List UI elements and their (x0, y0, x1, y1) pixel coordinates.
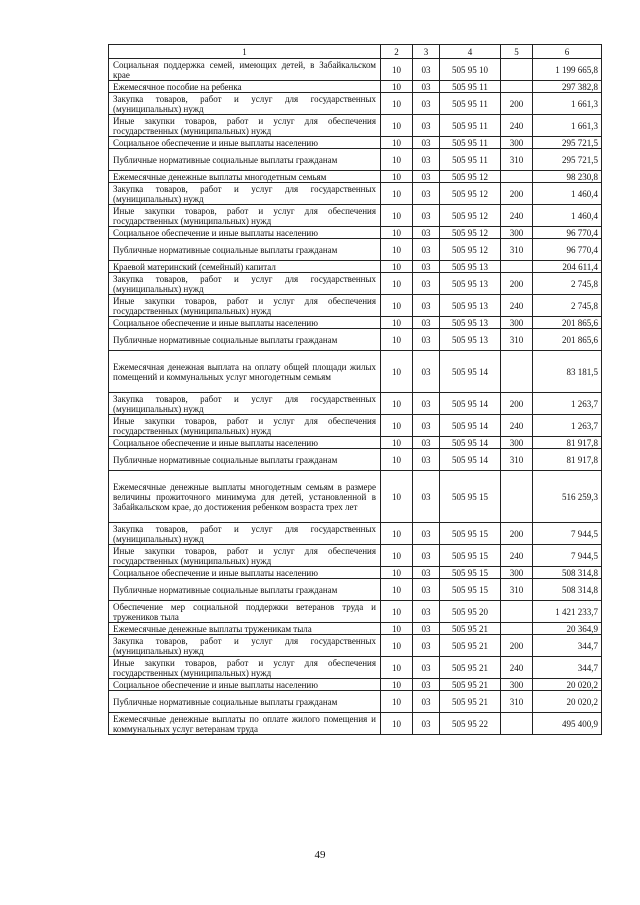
cell-section: 10 (381, 471, 413, 523)
cell-target-article: 505 95 12 (440, 239, 501, 261)
cell-expense-type: 200 (501, 393, 533, 415)
cell-section: 10 (381, 295, 413, 317)
cell-amount: 344,7 (533, 657, 602, 679)
cell-subsection: 03 (413, 261, 440, 273)
cell-section: 10 (381, 579, 413, 601)
col-header-name: 1 (109, 45, 381, 59)
cell-section: 10 (381, 115, 413, 137)
cell-name: Публичные нормативные социальные выплаты гражданам (109, 579, 381, 601)
cell-expense-type: 310 (501, 579, 533, 601)
cell-subsection: 03 (413, 227, 440, 239)
cell-name: Ежемесячное пособие на ребенка (109, 81, 381, 93)
cell-amount: 1 199 665,8 (533, 59, 602, 81)
cell-target-article: 505 95 12 (440, 171, 501, 183)
cell-target-article: 505 95 12 (440, 205, 501, 227)
cell-amount: 201 865,6 (533, 317, 602, 329)
cell-section: 10 (381, 449, 413, 471)
cell-subsection: 03 (413, 635, 440, 657)
cell-amount: 201 865,6 (533, 329, 602, 351)
cell-amount: 96 770,4 (533, 239, 602, 261)
table-row (109, 351, 602, 393)
cell-expense-type (501, 171, 533, 183)
cell-expense-type: 300 (501, 137, 533, 149)
cell-amount: 20 020,2 (533, 679, 602, 691)
cell-amount: 1 263,7 (533, 415, 602, 437)
cell-amount: 1 460,4 (533, 205, 602, 227)
cell-target-article: 505 95 14 (440, 437, 501, 449)
cell-expense-type: 240 (501, 295, 533, 317)
cell-section: 10 (381, 437, 413, 449)
cell-section: 10 (381, 183, 413, 205)
cell-name: Закупка товаров, работ и услуг для государственных (муниципальных) нужд (109, 635, 381, 657)
cell-name: Публичные нормативные социальные выплаты гражданам (109, 239, 381, 261)
cell-name: Иные закупки товаров, работ и услуг для обеспечения государственных (муниципальных) нужд (109, 657, 381, 679)
cell-amount: 7 944,5 (533, 545, 602, 567)
table-row (109, 273, 602, 295)
cell-section: 10 (381, 93, 413, 115)
cell-expense-type: 200 (501, 273, 533, 295)
col-header-expense-type: 5 (501, 45, 533, 59)
table-row (109, 635, 602, 657)
cell-expense-type (501, 81, 533, 93)
cell-name: Социальная поддержка семей, имеющих детей, в Забайкальском крае (109, 59, 381, 81)
cell-amount: 7 944,5 (533, 523, 602, 545)
cell-subsection: 03 (413, 239, 440, 261)
cell-section: 10 (381, 635, 413, 657)
cell-expense-type (501, 261, 533, 273)
cell-name: Краевой материнский (семейный) капитал (109, 261, 381, 273)
table-row (109, 227, 602, 239)
cell-section: 10 (381, 59, 413, 81)
table-row (109, 317, 602, 329)
cell-subsection: 03 (413, 137, 440, 149)
cell-expense-type: 240 (501, 415, 533, 437)
table-row (109, 93, 602, 115)
cell-target-article: 505 95 22 (440, 713, 501, 735)
cell-amount: 81 917,8 (533, 437, 602, 449)
cell-expense-type: 310 (501, 239, 533, 261)
table-row (109, 449, 602, 471)
cell-amount: 495 400,9 (533, 713, 602, 735)
page-number: 49 (314, 849, 326, 861)
cell-name: Социальное обеспечение и иные выплаты населению (109, 437, 381, 449)
cell-target-article: 505 95 11 (440, 93, 501, 115)
cell-subsection: 03 (413, 713, 440, 735)
table-row (109, 623, 602, 635)
cell-section: 10 (381, 713, 413, 735)
cell-section: 10 (381, 329, 413, 351)
table-row (109, 567, 602, 579)
cell-target-article: 505 95 15 (440, 545, 501, 567)
cell-name: Ежемесячные денежные выплаты многодетным семьям в размере величины прожиточного минимума для детей, установленной в Забайкальском крае, до достижения ребенком возраста трех лет (109, 471, 381, 523)
cell-amount: 1 661,3 (533, 93, 602, 115)
cell-amount: 81 917,8 (533, 449, 602, 471)
cell-target-article: 505 95 21 (440, 691, 501, 713)
col-header-subsection: 3 (413, 45, 440, 59)
cell-section: 10 (381, 171, 413, 183)
cell-section: 10 (381, 679, 413, 691)
cell-target-article: 505 95 14 (440, 393, 501, 415)
cell-name: Социальное обеспечение и иные выплаты населению (109, 227, 381, 239)
header-row (109, 45, 602, 59)
cell-amount: 1 263,7 (533, 393, 602, 415)
cell-target-article: 505 95 10 (440, 59, 501, 81)
table-row (109, 137, 602, 149)
cell-name: Ежемесячная денежная выплата на оплату общей площади жилых помещений и коммунальных услуг многодетным семьям (109, 351, 381, 393)
cell-name: Социальное обеспечение и иные выплаты населению (109, 567, 381, 579)
cell-subsection: 03 (413, 273, 440, 295)
cell-section: 10 (381, 261, 413, 273)
cell-target-article: 505 95 15 (440, 567, 501, 579)
cell-target-article: 505 95 13 (440, 329, 501, 351)
cell-section: 10 (381, 205, 413, 227)
cell-amount: 297 382,8 (533, 81, 602, 93)
cell-amount: 2 745,8 (533, 295, 602, 317)
cell-name: Иные закупки товаров, работ и услуг для обеспечения государственных (муниципальных) нужд (109, 205, 381, 227)
cell-subsection: 03 (413, 93, 440, 115)
cell-subsection: 03 (413, 351, 440, 393)
cell-amount: 508 314,8 (533, 579, 602, 601)
cell-subsection: 03 (413, 317, 440, 329)
table-row (109, 393, 602, 415)
table-row (109, 691, 602, 713)
cell-amount: 96 770,4 (533, 227, 602, 239)
cell-amount: 1 661,3 (533, 115, 602, 137)
cell-name: Социальное обеспечение и иные выплаты населению (109, 137, 381, 149)
table-row (109, 657, 602, 679)
cell-name: Публичные нормативные социальные выплаты гражданам (109, 449, 381, 471)
cell-section: 10 (381, 657, 413, 679)
cell-amount: 20 020,2 (533, 691, 602, 713)
cell-section: 10 (381, 691, 413, 713)
cell-subsection: 03 (413, 449, 440, 471)
cell-section: 10 (381, 601, 413, 623)
col-header-section: 2 (381, 45, 413, 59)
table-row (109, 437, 602, 449)
cell-target-article: 505 95 21 (440, 623, 501, 635)
table-row (109, 329, 602, 351)
budget-table (108, 44, 602, 735)
cell-expense-type: 300 (501, 317, 533, 329)
cell-amount: 1 421 233,7 (533, 601, 602, 623)
cell-subsection: 03 (413, 295, 440, 317)
cell-target-article: 505 95 13 (440, 295, 501, 317)
cell-expense-type: 240 (501, 545, 533, 567)
cell-section: 10 (381, 351, 413, 393)
cell-name: Публичные нормативные социальные выплаты гражданам (109, 329, 381, 351)
cell-expense-type: 310 (501, 449, 533, 471)
cell-section: 10 (381, 523, 413, 545)
cell-expense-type (501, 601, 533, 623)
table-row (109, 579, 602, 601)
cell-subsection: 03 (413, 415, 440, 437)
cell-expense-type: 240 (501, 657, 533, 679)
cell-section: 10 (381, 227, 413, 239)
cell-expense-type: 300 (501, 437, 533, 449)
cell-subsection: 03 (413, 545, 440, 567)
cell-target-article: 505 95 14 (440, 449, 501, 471)
cell-subsection: 03 (413, 601, 440, 623)
cell-amount: 83 181,5 (533, 351, 602, 393)
cell-subsection: 03 (413, 205, 440, 227)
cell-target-article: 505 95 14 (440, 351, 501, 393)
cell-subsection: 03 (413, 393, 440, 415)
cell-amount: 20 364,9 (533, 623, 602, 635)
cell-section: 10 (381, 623, 413, 635)
cell-section: 10 (381, 415, 413, 437)
cell-amount: 344,7 (533, 635, 602, 657)
cell-subsection: 03 (413, 691, 440, 713)
table-row (109, 261, 602, 273)
cell-name: Публичные нормативные социальные выплаты гражданам (109, 149, 381, 171)
cell-target-article: 505 95 12 (440, 227, 501, 239)
cell-name: Закупка товаров, работ и услуг для государственных (муниципальных) нужд (109, 183, 381, 205)
cell-name: Иные закупки товаров, работ и услуг для обеспечения государственных (муниципальных) нужд (109, 415, 381, 437)
cell-expense-type (501, 351, 533, 393)
cell-target-article: 505 95 11 (440, 115, 501, 137)
cell-name: Иные закупки товаров, работ и услуг для обеспечения государственных (муниципальных) нужд (109, 545, 381, 567)
cell-subsection: 03 (413, 183, 440, 205)
table-row (109, 81, 602, 93)
cell-section: 10 (381, 273, 413, 295)
cell-expense-type: 310 (501, 691, 533, 713)
cell-expense-type: 200 (501, 183, 533, 205)
cell-expense-type: 200 (501, 93, 533, 115)
table-row (109, 471, 602, 523)
cell-amount: 98 230,8 (533, 171, 602, 183)
cell-target-article: 505 95 13 (440, 261, 501, 273)
cell-target-article: 505 95 11 (440, 81, 501, 93)
cell-name: Обеспечение мер социальной поддержки ветеранов труда и тружеников тыла (109, 601, 381, 623)
cell-name: Закупка товаров, работ и услуг для государственных (муниципальных) нужд (109, 393, 381, 415)
cell-expense-type (501, 623, 533, 635)
cell-target-article: 505 95 14 (440, 415, 501, 437)
table-row (109, 183, 602, 205)
cell-subsection: 03 (413, 471, 440, 523)
cell-name: Ежемесячные денежные выплаты многодетным семьям (109, 171, 381, 183)
cell-amount: 2 745,8 (533, 273, 602, 295)
cell-expense-type (501, 59, 533, 81)
cell-section: 10 (381, 149, 413, 171)
cell-expense-type (501, 471, 533, 523)
cell-name: Ежемесячные денежные выплаты по оплате жилого помещения и коммунальных услуг ветеранам труда (109, 713, 381, 735)
cell-expense-type: 200 (501, 523, 533, 545)
cell-expense-type: 300 (501, 679, 533, 691)
cell-subsection: 03 (413, 115, 440, 137)
cell-subsection: 03 (413, 567, 440, 579)
cell-target-article: 505 95 20 (440, 601, 501, 623)
cell-target-article: 505 95 15 (440, 579, 501, 601)
table-row (109, 545, 602, 567)
table-row (109, 601, 602, 623)
cell-target-article: 505 95 15 (440, 471, 501, 523)
cell-expense-type: 310 (501, 329, 533, 351)
cell-amount: 204 611,4 (533, 261, 602, 273)
cell-amount: 516 259,3 (533, 471, 602, 523)
cell-section: 10 (381, 239, 413, 261)
cell-target-article: 505 95 12 (440, 183, 501, 205)
table-row (109, 295, 602, 317)
cell-target-article: 505 95 15 (440, 523, 501, 545)
cell-subsection: 03 (413, 149, 440, 171)
table-row (109, 523, 602, 545)
cell-subsection: 03 (413, 171, 440, 183)
cell-target-article: 505 95 21 (440, 635, 501, 657)
cell-expense-type: 300 (501, 227, 533, 239)
cell-expense-type: 240 (501, 115, 533, 137)
table-row (109, 205, 602, 227)
cell-name: Иные закупки товаров, работ и услуг для обеспечения государственных (муниципальных) нужд (109, 295, 381, 317)
table-row (109, 59, 602, 81)
table-body (109, 59, 602, 735)
col-header-amount: 6 (533, 45, 602, 59)
table-row (109, 679, 602, 691)
cell-subsection: 03 (413, 623, 440, 635)
table-row (109, 115, 602, 137)
cell-expense-type (501, 713, 533, 735)
cell-name: Социальное обеспечение и иные выплаты населению (109, 679, 381, 691)
cell-name: Закупка товаров, работ и услуг для государственных (муниципальных) нужд (109, 523, 381, 545)
cell-subsection: 03 (413, 437, 440, 449)
cell-name: Закупка товаров, работ и услуг для государственных (муниципальных) нужд (109, 273, 381, 295)
cell-target-article: 505 95 21 (440, 657, 501, 679)
cell-name: Социальное обеспечение и иные выплаты населению (109, 317, 381, 329)
table-row (109, 415, 602, 437)
cell-section: 10 (381, 393, 413, 415)
cell-target-article: 505 95 13 (440, 273, 501, 295)
cell-name: Иные закупки товаров, работ и услуг для обеспечения государственных (муниципальных) нужд (109, 115, 381, 137)
cell-subsection: 03 (413, 579, 440, 601)
cell-expense-type: 300 (501, 567, 533, 579)
cell-expense-type: 310 (501, 149, 533, 171)
cell-name: Закупка товаров, работ и услуг для государственных (муниципальных) нужд (109, 93, 381, 115)
table-row (109, 713, 602, 735)
cell-amount: 1 460,4 (533, 183, 602, 205)
cell-subsection: 03 (413, 523, 440, 545)
cell-subsection: 03 (413, 679, 440, 691)
cell-amount: 295 721,5 (533, 149, 602, 171)
cell-expense-type: 240 (501, 205, 533, 227)
cell-expense-type: 200 (501, 635, 533, 657)
cell-name: Публичные нормативные социальные выплаты гражданам (109, 691, 381, 713)
table-row (109, 239, 602, 261)
cell-target-article: 505 95 13 (440, 317, 501, 329)
cell-section: 10 (381, 545, 413, 567)
cell-target-article: 505 95 11 (440, 137, 501, 149)
cell-target-article: 505 95 21 (440, 679, 501, 691)
cell-section: 10 (381, 137, 413, 149)
cell-subsection: 03 (413, 329, 440, 351)
cell-target-article: 505 95 11 (440, 149, 501, 171)
cell-subsection: 03 (413, 657, 440, 679)
cell-subsection: 03 (413, 81, 440, 93)
cell-section: 10 (381, 567, 413, 579)
cell-amount: 508 314,8 (533, 567, 602, 579)
cell-subsection: 03 (413, 59, 440, 81)
cell-name: Ежемесячные денежные выплаты труженикам тыла (109, 623, 381, 635)
col-header-target-article: 4 (440, 45, 501, 59)
cell-section: 10 (381, 81, 413, 93)
cell-section: 10 (381, 317, 413, 329)
table-row (109, 171, 602, 183)
cell-amount: 295 721,5 (533, 137, 602, 149)
table-row (109, 149, 602, 171)
